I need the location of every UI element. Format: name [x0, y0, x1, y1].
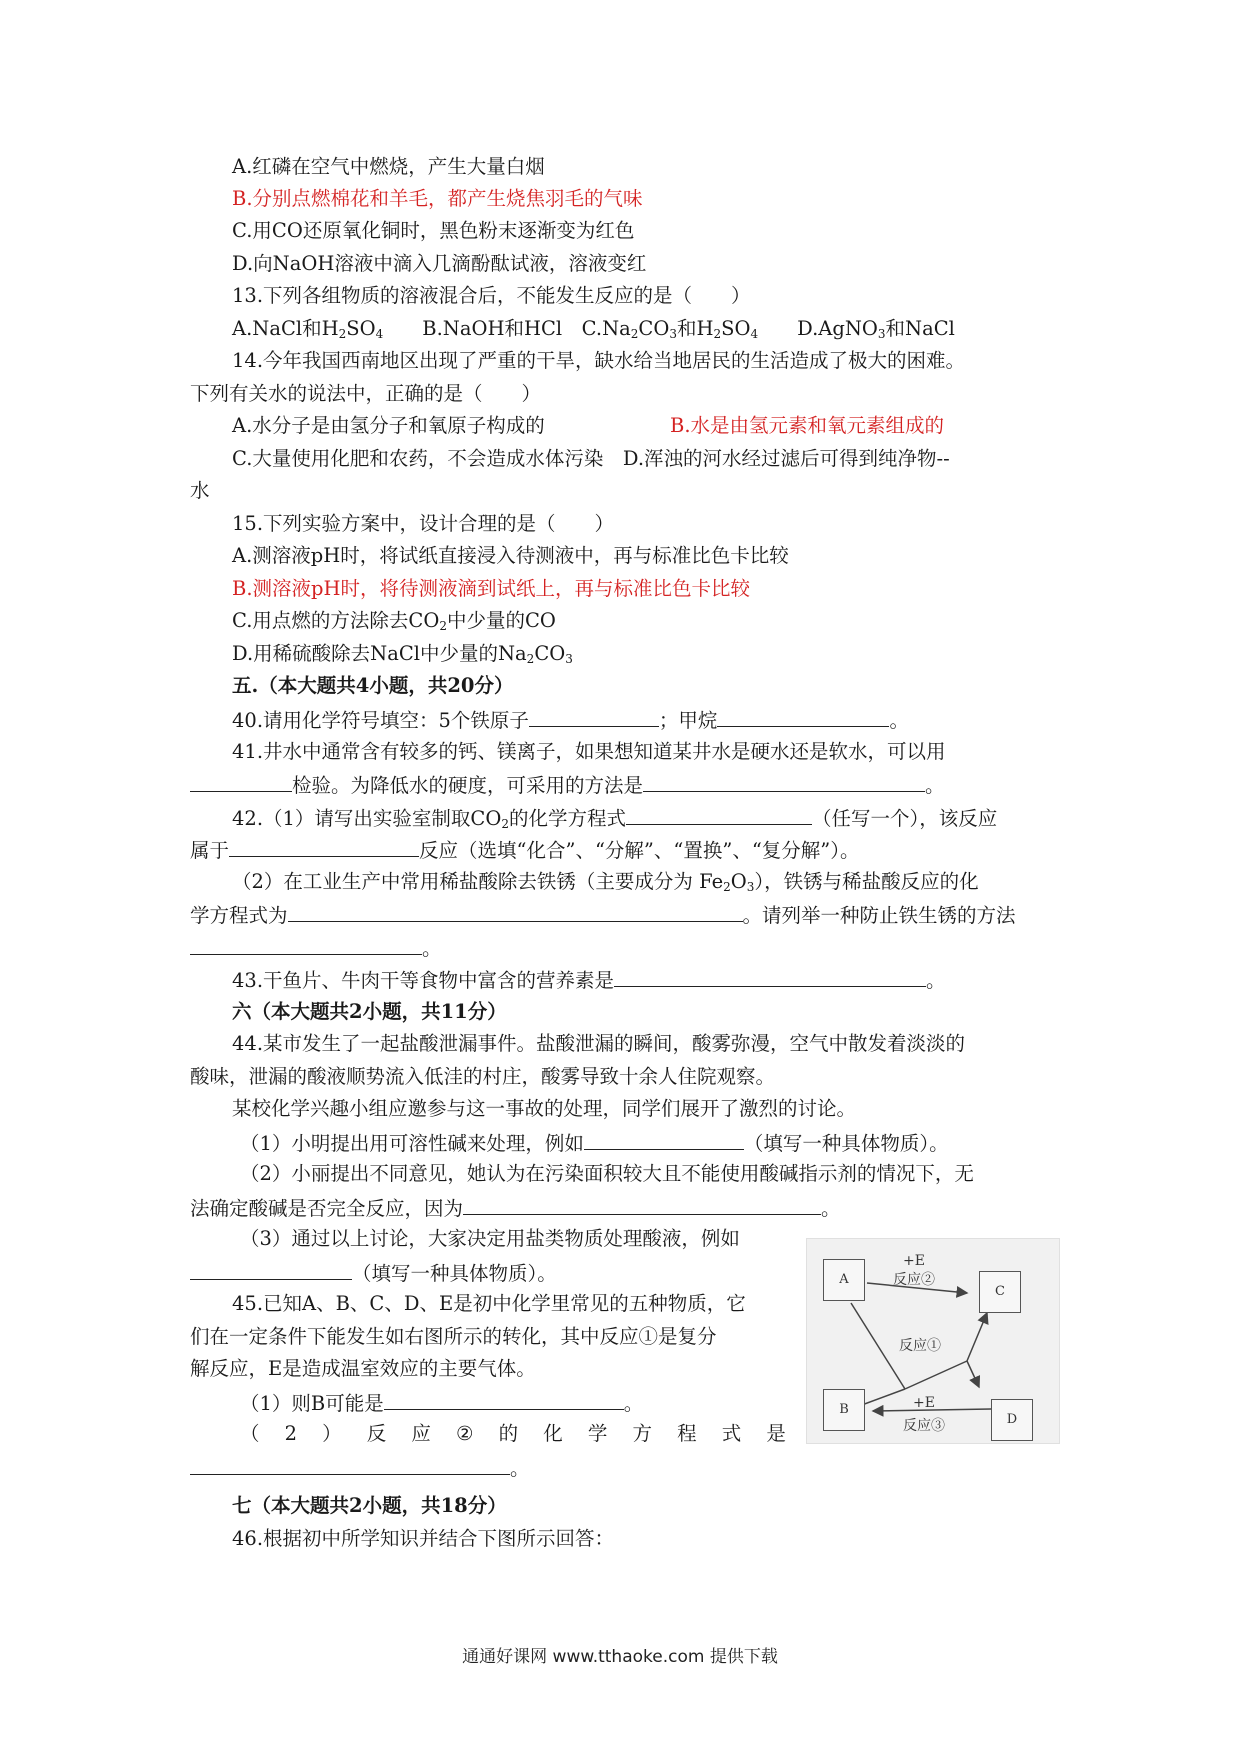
line-a-to-center	[851, 1303, 905, 1389]
q45-line-2: 们在一定条件下能发生如右图所示的转化，其中反应①是复分	[190, 1325, 717, 1348]
section-7-heading: 七（本大题共2小题，共18分）	[232, 1494, 507, 1517]
q14-option-cd: C.大量使用化肥和农药，不会造成水体污染 D.浑浊的河水经过滤后可得到纯净物--	[232, 447, 950, 470]
q42-blank-1[interactable]	[626, 805, 812, 825]
q41-line-2: 检验。为降低水的硬度，可采用的方法是 。	[190, 772, 945, 798]
q41-blank-2[interactable]	[643, 772, 925, 792]
q14-option-b-answer: B.水是由氢元素和氧元素组成的	[670, 414, 945, 437]
q44-blank-2[interactable]	[463, 1195, 821, 1215]
q40-blank-2[interactable]	[717, 707, 889, 727]
q44-blank-1[interactable]	[584, 1130, 744, 1150]
q42-blank-2[interactable]	[229, 837, 419, 857]
label-reaction-1: 反应①	[899, 1338, 941, 1354]
q14-option-d-cont: 水	[190, 479, 210, 502]
q14-stem: 14.今年我国西南地区出现了严重的干旱，缺水给当地居民的生活造成了极大的困难。	[232, 349, 966, 372]
label-e-bottom: +E	[913, 1395, 935, 1411]
q45-line-3: 解反应，E是造成温室效应的主要气体。	[190, 1357, 536, 1380]
q15-option-b-answer: B.测溶液pH时，将待测液滴到试纸上，再与标准比色卡比较	[232, 577, 751, 600]
q40-blank-1[interactable]	[529, 707, 659, 727]
q46-stem: 46.根据初中所学知识并结合下图所示回答：	[232, 1527, 615, 1550]
line-center-up	[905, 1361, 967, 1389]
section-6-heading: 六（本大题共2小题，共11分）	[232, 1000, 507, 1023]
q12-option-b-answer: B.分别点燃棉花和羊毛，都产生烧焦羽毛的气味	[232, 187, 643, 210]
q42-line-5: 。	[190, 935, 442, 961]
q44-line-3: 某校化学兴趣小组应邀参与这一事故的处理，同学们展开了激烈的讨论。	[232, 1097, 857, 1120]
arrow-to-d	[967, 1361, 979, 1387]
q44-part-3-cont: （填写一种具体物质）。	[190, 1260, 557, 1286]
q14-option-a: A.水分子是由氢分子和氧原子构成的	[232, 414, 545, 437]
q12-option-c: C.用CO还原氧化铜时，黑色粉末逐渐变为红色	[232, 219, 635, 242]
node-c: C	[979, 1271, 1021, 1313]
section-5-heading: 五.（本大题共4小题，共20分）	[232, 674, 514, 697]
q44-part-1: （1）小明提出用可溶性碱来处理，例如 （填写一种具体物质）。	[240, 1132, 949, 1155]
q40: 40.请用化学符号填空：5个铁原子 ；甲烷 。	[232, 709, 909, 732]
q45-blank-1[interactable]	[384, 1390, 624, 1410]
page-footer: 通通好课网 www.tthaoke.com 提供下载	[462, 1647, 778, 1667]
q12-option-a: A.红磷在空气中燃烧，产生大量白烟	[232, 155, 545, 178]
q15-option-a: A.测溶液pH时，将试纸直接浸入待测液中，再与标准比色卡比较	[232, 544, 789, 567]
q45-line-1: 45.已知A、B、C、D、E是初中化学里常见的五种物质，它	[232, 1292, 746, 1315]
q42-blank-4[interactable]	[190, 935, 422, 955]
q15-option-d: D.用稀硫酸除去NaCl中少量的$Na_2CO_3$	[232, 642, 573, 666]
q44-blank-3[interactable]	[190, 1260, 352, 1280]
arrow-to-c	[967, 1313, 987, 1361]
q42-line-3: （2）在工业生产中常用稀盐酸除去铁锈（主要成分为 $Fe_2O_3$），铁锈与稀盐酸反应的化	[232, 870, 979, 894]
q13-options: A.NaCl和$H_2SO_4$ B.NaOH和HCl $C.Na_2CO_3$和$H_2SO_4$ D.AgNO$_3$和NaCl	[232, 317, 955, 341]
q44-part-2: （2）小丽提出不同意见，她认为在污染面积较大且不能使用酸碱指示剂的情况下，无	[240, 1162, 974, 1185]
q45-part-2-cont: 。	[190, 1455, 530, 1481]
q45-part-2: （ 2 ） 反 应 ② 的 化 学 方 程 式 是	[240, 1422, 786, 1445]
node-a: A	[823, 1259, 865, 1301]
q13-stem: 13.下列各组物质的溶液混合后，不能发生反应的是（ ）	[232, 284, 751, 307]
q44-part-3: （3）通过以上讨论，大家决定用盐类物质处理酸液，例如	[240, 1227, 740, 1250]
q12-option-d: D.向NaOH溶液中滴入几滴酚酞试液，溶液变红	[232, 252, 647, 275]
node-b: B	[823, 1389, 865, 1431]
q42-line-4: 学方程式为 。请列举一种防止铁生锈的方法	[190, 904, 1016, 927]
q15-stem: 15.下列实验方案中，设计合理的是（ ）	[232, 512, 615, 535]
q15-option-c: C.用点燃的方法除去$CO_2$中少量的CO	[232, 609, 556, 633]
label-reaction-2: 反应②	[893, 1272, 935, 1288]
q43-blank[interactable]	[614, 967, 926, 987]
node-d: D	[991, 1399, 1033, 1441]
q42-line-1: 42.（1）请写出实验室制取$CO_2$的化学方程式 （任写一个），该反应	[232, 807, 998, 831]
label-e-top: +E	[903, 1253, 925, 1269]
q42-line-2: 属于 反应（选填“化合”、“分解”、“置换”、“复分解”）。	[190, 839, 860, 862]
label-reaction-3: 反应③	[903, 1418, 945, 1434]
q41-blank-1[interactable]	[190, 772, 292, 792]
q42-blank-3[interactable]	[288, 902, 743, 922]
q44-line-2: 酸味，泄漏的酸液顺势流入低洼的村庄，酸雾导致十余人住院观察。	[190, 1065, 776, 1088]
q45-part-1: （1）则B可能是 。	[240, 1392, 644, 1415]
reaction-diagram	[806, 1238, 1060, 1444]
q14-stem-2: 下列有关水的说法中，正确的是（ ）	[190, 382, 542, 405]
q45-blank-2[interactable]	[190, 1455, 510, 1475]
q44-part-2-cont: 法确定酸碱是否完全反应，因为 。	[190, 1197, 841, 1220]
q44-line-1: 44.某市发生了一起盐酸泄漏事件。盐酸泄漏的瞬间，酸雾弥漫，空气中散发着淡淡的	[232, 1032, 966, 1055]
q41-line-1: 41.井水中通常含有较多的钙、镁离子，如果想知道某井水是硬水还是软水，可以用	[232, 740, 946, 763]
q43: 43.干鱼片、牛肉干等食物中富含的营养素是 。	[232, 969, 946, 992]
